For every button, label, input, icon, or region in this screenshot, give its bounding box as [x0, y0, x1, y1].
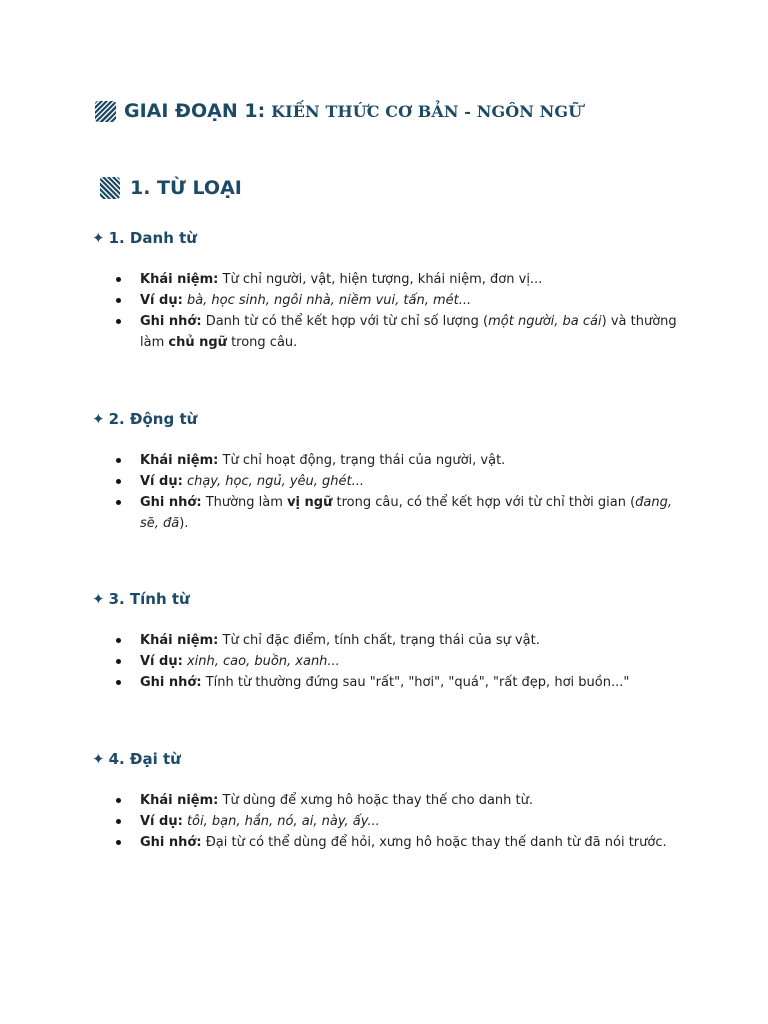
item-label: Khái niệm: — [140, 633, 219, 648]
list-item — [116, 492, 686, 534]
bullet-dot-icon — [116, 840, 121, 845]
subsection-heading-dai-tu — [92, 750, 181, 768]
bullet-dot-icon — [116, 819, 121, 824]
sparkle-star-icon: ✦ — [92, 590, 105, 608]
item-text: Đại từ có thể dùng để hỏi, xưng hô hoặc thay thế danh từ đã nói trước. — [205, 835, 667, 850]
sparkle-star-icon: ✦ — [92, 410, 105, 428]
item-emphasis: đang, sẽ, đã — [140, 495, 673, 531]
list-item — [116, 450, 686, 471]
bullet-list — [116, 450, 686, 534]
subsection-title: 1. Danh từ — [108, 229, 197, 247]
subsection-heading-tinh-tu — [92, 590, 190, 608]
hatched-square-icon — [100, 177, 120, 199]
item-label: Ví dụ: — [140, 474, 183, 489]
sparkle-star-icon: ✦ — [92, 229, 105, 247]
hatched-square-icon — [95, 101, 116, 122]
item-label: Ghi nhớ: — [140, 835, 202, 850]
item-label: Ghi nhớ: — [140, 675, 202, 690]
item-example: chạy, học, ngủ, yêu, ghét... — [186, 474, 365, 489]
bullet-dot-icon — [116, 680, 121, 685]
page-title — [95, 100, 582, 122]
section-heading — [100, 177, 242, 199]
bullet-dot-icon — [116, 500, 121, 505]
section-title: 1. TỪ LOẠI — [130, 177, 242, 199]
item-text: Tính từ thường đứng sau "rất", "hơi", "quá", "rất đẹp, hơi buồn..." — [205, 675, 630, 690]
list-item — [116, 630, 686, 651]
item-example: tôi, bạn, hắn, nó, ai, này, ấy... — [186, 814, 380, 829]
subsection-title: 2. Động từ — [108, 410, 198, 428]
list-item — [116, 290, 686, 311]
list-item — [116, 811, 686, 832]
bullet-dot-icon — [116, 298, 121, 303]
list-item — [116, 651, 686, 672]
item-text: Thường làm — [205, 495, 288, 510]
list-item — [116, 790, 686, 811]
list-item — [116, 832, 686, 853]
bullet-list — [116, 790, 686, 853]
page-title-text: KIẾN THỨC CƠ BẢN - NGÔN NGỮ — [271, 101, 583, 121]
sparkle-star-icon: ✦ — [92, 750, 105, 768]
page-title-prefix: GIAI ĐOẠN 1: — [124, 100, 266, 122]
subsection-title: 4. Đại từ — [108, 750, 181, 768]
item-text: ) và thường làm — [140, 314, 677, 350]
list-item — [116, 311, 686, 353]
item-example: bà, học sinh, ngôi nhà, niềm vui, tấn, mét... — [186, 293, 472, 308]
bullet-dot-icon — [116, 277, 121, 282]
bullet-dot-icon — [116, 659, 121, 664]
item-example: xinh, cao, buồn, xanh... — [186, 654, 340, 669]
item-label: Khái niệm: — [140, 453, 219, 468]
bullet-dot-icon — [116, 798, 121, 803]
bullet-dot-icon — [116, 319, 121, 324]
item-label: Ghi nhớ: — [140, 495, 202, 510]
item-label: Ví dụ: — [140, 814, 183, 829]
item-label: Khái niệm: — [140, 272, 219, 287]
item-text: Từ chỉ người, vật, hiện tượng, khái niệm, đơn vị... — [222, 272, 543, 287]
subsection-title: 3. Tính từ — [108, 590, 190, 608]
item-emphasis: một người, ba cái — [488, 314, 602, 329]
item-strong: chủ ngữ — [168, 335, 227, 350]
item-text: Danh từ có thể kết hợp với từ chỉ số lượng ( — [205, 314, 489, 329]
subsection-heading-dong-tu — [92, 410, 197, 428]
item-label: Ví dụ: — [140, 654, 183, 669]
bullet-dot-icon — [116, 479, 121, 484]
item-text: ). — [179, 516, 189, 531]
item-label: Ghi nhớ: — [140, 314, 202, 329]
bullet-list — [116, 269, 686, 353]
item-strong: vị ngữ — [287, 495, 333, 510]
item-text: trong câu, có thể kết hợp với từ chỉ thời gian ( — [332, 495, 636, 510]
list-item — [116, 269, 686, 290]
item-text: Từ chỉ đặc điểm, tính chất, trạng thái của sự vật. — [222, 633, 540, 648]
subsection-heading-danh-tu — [92, 229, 197, 247]
item-text: Từ dùng để xưng hô hoặc thay thế cho danh từ. — [222, 793, 533, 808]
bullet-dot-icon — [116, 638, 121, 643]
item-label: Ví dụ: — [140, 293, 183, 308]
item-text: trong câu. — [226, 335, 298, 350]
list-item — [116, 672, 686, 693]
item-text: Từ chỉ hoạt động, trạng thái của người, vật. — [222, 453, 506, 468]
list-item — [116, 471, 686, 492]
bullet-dot-icon — [116, 458, 121, 463]
item-label: Khái niệm: — [140, 793, 219, 808]
bullet-list — [116, 630, 686, 693]
